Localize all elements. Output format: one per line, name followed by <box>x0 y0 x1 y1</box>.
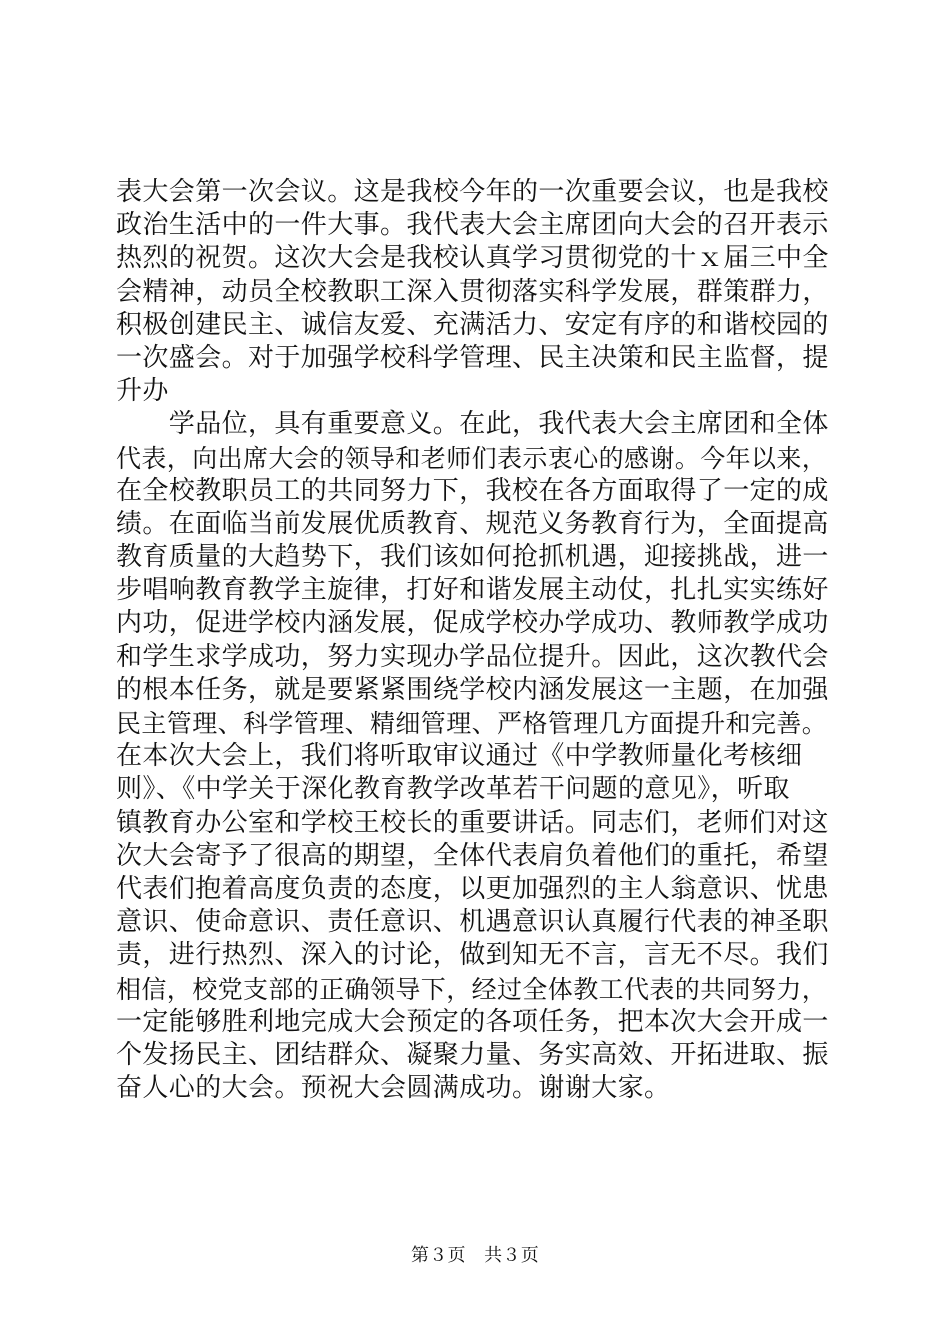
text-line: 相信，校党支部的正确领导下，经过全体教工代表的共同努力， <box>116 974 828 1004</box>
text-line: 学品位，具有重要意义。在此，我代表大会主席团和全体 <box>116 409 829 440</box>
text-line: 一定能够胜利地完成大会预定的各项任务，把本次大会开成一 <box>116 1006 829 1037</box>
text-line: 次大会寄予了很高的期望，全体代表肩负着他们的重托，希望 <box>116 840 829 871</box>
text-line: 和学生求学成功，努力实现办学品位提升。因此，这次教代会 <box>116 641 829 672</box>
text-line: 代表们抱着高度负责的态度，以更加强烈的主人翁意识、忧患 <box>116 873 829 904</box>
text-line: 在全校教职员工的共同努力下，我校在各方面取得了一定的成 <box>116 475 829 506</box>
text-line: 政治生活中的一件大事。我代表大会主席团向大会的召开表示 <box>116 210 829 241</box>
text-line: 责，进行热烈、深入的讨论，做到知无不言，言无不尽。我们 <box>116 940 829 971</box>
text-line: 内功，促进学校内涵发展，促成学校办学成功、教师教学成功 <box>116 608 829 639</box>
text-line: 则》、《中学关于深化教育教学改革若干问题的意见》，听取 <box>116 774 790 805</box>
body-text <box>116 176 836 1105</box>
text-line: 意识、使命意识、责任意识、机遇意识认真履行代表的神圣职 <box>116 907 829 938</box>
page-footer: 第３页 共３页 <box>410 1245 540 1266</box>
text-line: 教育质量的大趋势下，我们该如何抢抓机遇，迎接挑战，进一 <box>116 542 829 573</box>
text-line: 民主管理、科学管理、精细管理、严格管理几方面提升和完善。 <box>116 709 828 738</box>
text-line: 奋人心的大会。预祝大会圆满成功。谢谢大家。 <box>116 1073 671 1104</box>
text-line: 在本次大会上，我们将听取审议通过《中学教师量化考核细 <box>116 741 803 772</box>
text-line: 绩。在面临当前发展优质教育、规范义务教育行为，全面提高 <box>116 508 829 539</box>
text-line: 热烈的祝贺。这次大会是我校认真学习贯彻党的十ｘ届三中全 <box>116 243 829 274</box>
text-line: 会精神，动员全校教职工深入贯彻落实科学发展，群策群力， <box>116 276 829 307</box>
text-line: 个发扬民主、团结群众、凝聚力量、务实高效、开拓进取、振 <box>116 1039 829 1070</box>
text-line: 镇教育办公室和学校王校长的重要讲话。同志们，老师们对这 <box>116 807 829 838</box>
text-line: 一次盛会。对于加强学校科学管理、民主决策和民主监督，提 <box>116 342 829 373</box>
text-line: 表大会第一次会议。这是我校今年的一次重要会议，也是我校 <box>116 177 829 207</box>
text-line: 的根本任务，就是要紧紧围绕学校内涵发展这一主题，在加强 <box>116 674 829 705</box>
text-line: 代表，向出席大会的领导和老师们表示衷心的感谢。今年以来， <box>116 443 828 473</box>
text-line: 积极创建民主、诚信友爱、充满活力、安定有序的和谐校园的 <box>116 309 829 340</box>
text-line: 步唱响教育教学主旋律，打好和谐发展主动仗，扎扎实实练好 <box>116 575 829 606</box>
text-line: 升办 <box>116 376 169 407</box>
